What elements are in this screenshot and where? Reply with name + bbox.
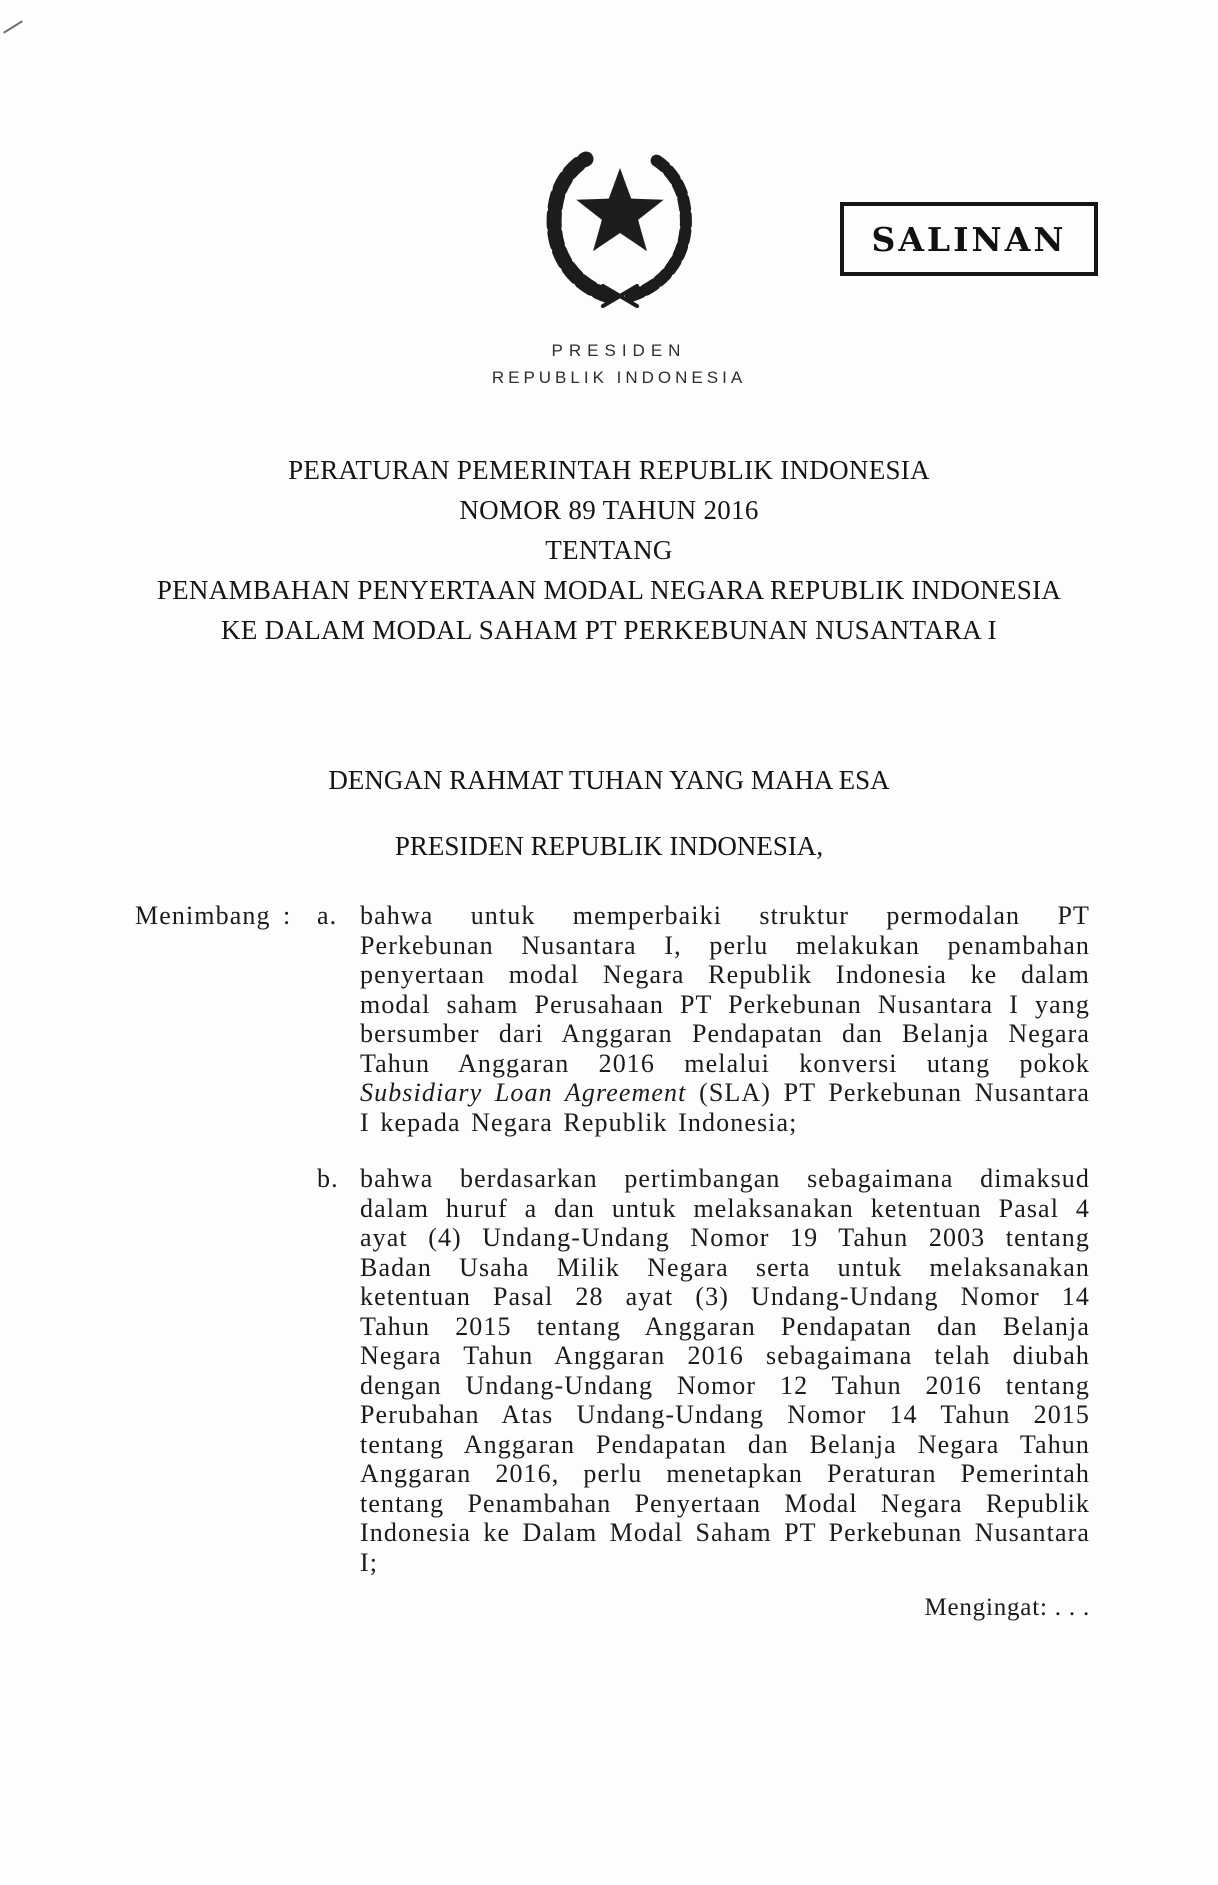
title-line-penambahan: PENAMBAHAN PENYERTAAN MODAL NEGARA REPUBLIK INDONESIA [156, 575, 1062, 605]
menimbang-item-a [135, 901, 1090, 1137]
title-line-tentang: TENTANG [545, 535, 673, 565]
item-a-text-start: bahwa untuk memperbaiki struktur permodalan PT Perkebunan Nusantara I, perlu melakukan penambahan penyertaan modal Negara Republik Indonesia ke dalam modal saham Perusahaan PT Perkebunan Nusantara I yang bersumber dari Anggaran Pendapatan dan Belanja Negara Tahun Anggaran 2016 melalui konversi utang pokok [360, 901, 1090, 1078]
item-a-text [360, 901, 1090, 1137]
authority-line: PRESIDEN REPUBLIK INDONESIA, [394, 831, 824, 861]
item-b-text: bahwa berdasarkan pertimbangan sebagaimana dimaksud dalam huruf a dan untuk melaksanakan ketentuan Pasal 4 ayat (4) Undang-Undang Nomor 19 Tahun 2003 tentang Badan Usaha Milik Negara serta untuk melaksanakan ketentuan Pasal 28 ayat (3) Undang-Undang Nomor 14 Tahun 2015 tentang Anggaran Pendapatan dan Belanja Negara Tahun Anggaran 2016 sebagaimana telah diubah dengan Undang-Undang Nomor 12 Tahun 2016 tentang Perubahan Atas Undang-Undang Nomor 14 Tahun 2015 tentang Anggaran Pendapatan dan Belanja Negara Tahun Anggaran 2016, perlu menetapkan Peraturan Pemerintah tentang Penambahan Penyertaan Modal Negara Republik Indonesia ke Dalam Modal Saham PT Perkebunan Nusantara I; [360, 1164, 1090, 1577]
title-line-peraturan: PERATURAN PEMERINTAH REPUBLIK INDONESIA [288, 455, 930, 485]
regulation-title [0, 450, 1218, 650]
national-emblem-icon [535, 136, 705, 312]
menimbang-item-b [135, 1164, 1090, 1577]
item-a-text-end: (SLA) PT Perkebunan Nusantara I kepada Negara Republik Indonesia; [360, 1078, 1090, 1137]
item-b-marker: b. [317, 1164, 339, 1193]
letterhead [0, 341, 1218, 388]
letterhead-presiden: PRESIDEN [551, 341, 687, 360]
catchword-mengingat: Mengingat: . . . [924, 1594, 1090, 1621]
item-a-italic-phrase: Subsidiary Loan Agreement [360, 1078, 687, 1107]
menimbang-section [135, 901, 1090, 1623]
title-line-nomor: NOMOR 89 TAHUN 2016 [459, 495, 759, 525]
title-line-ke-dalam: KE DALAM MODAL SAHAM PT PERKEBUNAN NUSANTARA I [221, 615, 997, 645]
scan-artifact-mark [3, 20, 23, 33]
invocation-line: DENGAN RAHMAT TUHAN YANG MAHA ESA [328, 765, 890, 795]
menimbang-colon: : [283, 901, 292, 930]
star-icon [576, 168, 663, 251]
menimbang-label: Menimbang [135, 901, 271, 930]
salinan-stamp-label: SALINAN [871, 219, 1067, 259]
letterhead-republik-indonesia: REPUBLIK INDONESIA [491, 368, 747, 387]
item-a-marker: a. [317, 901, 338, 930]
salinan-stamp [840, 202, 1098, 276]
